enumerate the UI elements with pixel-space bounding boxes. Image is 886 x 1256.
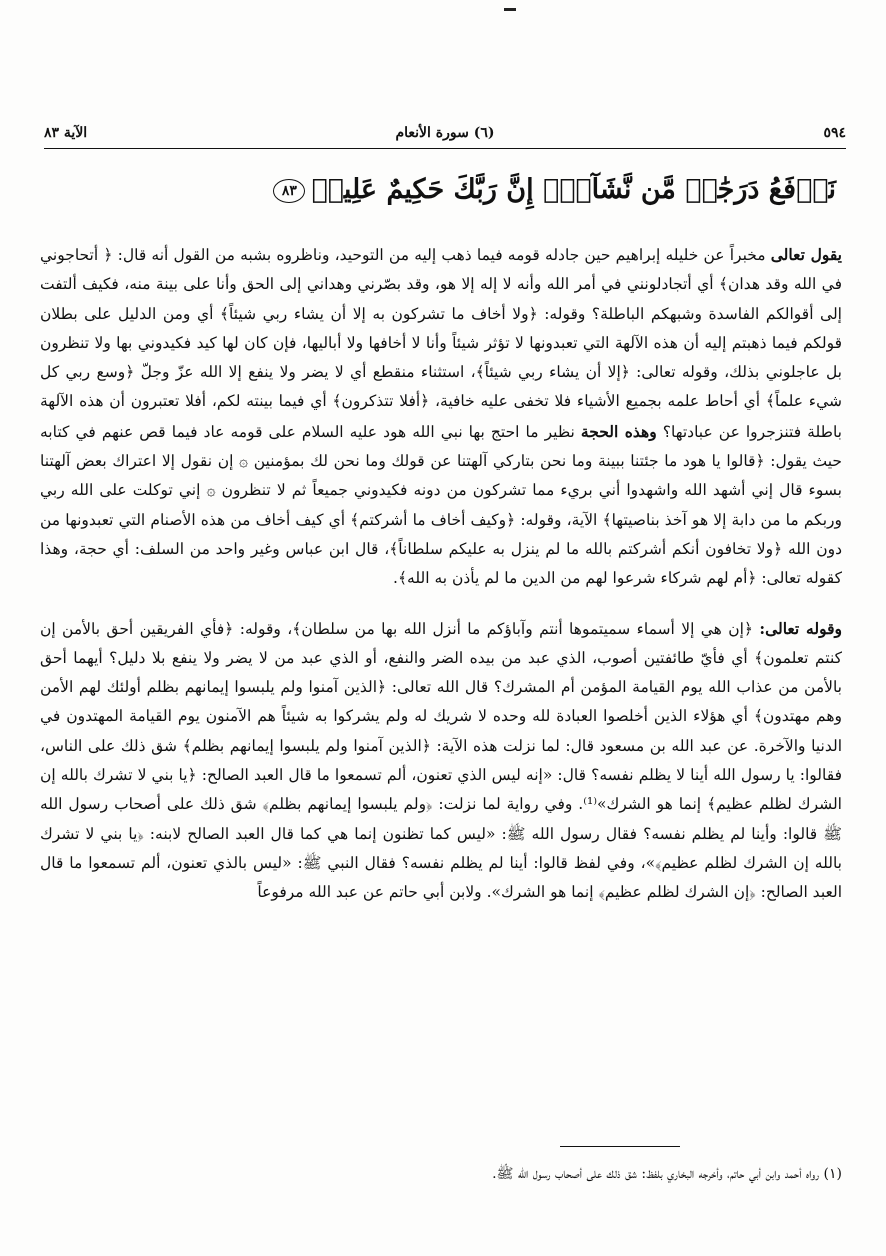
paragraph-2-lead: وقوله تعالى:	[759, 618, 842, 638]
ayah-label: الآية ٨٣	[44, 125, 88, 141]
footnote: (١) رواه أحمد وابن أبي حاتم، وأخرجه البخاري بلفظ: شق ذلك على أصحاب رسول الله ﷺ.	[492, 1166, 842, 1182]
surah-title: (٦) سورة الأنعام	[395, 125, 495, 141]
page-number: ٥٩٤	[823, 125, 846, 141]
paragraph-1-lead: يقول تعالى	[770, 245, 842, 264]
running-header	[44, 122, 846, 144]
paragraph-2-text: ﴿إن هي إلا أسماء سميتموها أنتم وآباؤكم ما أنزل الله بها من سلطان﴾، وقوله: ﴿فأي الفريقين أحق بالأمن إن كنتم تعلمون﴾ أي فأيّ طائفتين أصوب، الذي عبد من بيده الضر والنفع، أو الذي عبد من لا يضر ولا ينفع بلا دليل؟ أيهما أحق بالأمن من عذاب الله يوم القيامة المؤمن أم المشرك؟ قال الله تعالى: ﴿الذين آمنوا ولم يلبسوا إيمانهم بظلم أولئك لهم الأمن وهم مهتدون﴾ أي هؤلاء الذين أخلصوا العبادة لله وحده لا شريك له ولم يشركوا به شيئاً هم الآمنون يوم القيامة المهتدون في الدنيا والآخرة. عن عبد الله بن مسعود قال: لما نزلت هذه الآية: ﴿الذين آمنوا ولم يلبسوا إيمانهم بظلم﴾ شق ذلك على الناس، فقالوا: يا رسول الله أينا لا يظلم نفسه؟ قال: «إنه ليس الذي تعنون، ألم تسمعوا ما قال العبد الصالح: ﴿يا بني لا تشرك بالله إن الشرك لظلم عظيم﴾ إنما هو الشرك»⁽¹⁾. وفي رواية لما نزلت: ﴿ولم يلبسوا إيمانهم بظلم﴾ شق ذلك على أصحاب رسول الله ﷺ قالوا: وأينا لم يظلم نفسه؟ فقال رسول الله ﷺ: «ليس كما تظنون إنما هي كما قال العبد الصالح لابنه: ﴿يا بني لا تشرك بالله إن الشرك لظلم عظيم﴾»، وفي لفظ قالوا: أينا لم يظلم نفسه؟ فقال النبي ﷺ: «ليس بالذي تعنون، ألم تسمعوا ما قال العبد الصالح: ﴿إن الشرك لظلم عظيم﴾ إنما هو الشرك». ولابن أبي حاتم عن عبد الله مرفوعاً	[40, 619, 842, 902]
verse-text: نَرۡفَعُ دَرَجَٰتٖ مَّن نَّشَآءُۗ إِنَّ رَبَّكَ حَكِيمٌ عَلِيمٞ	[311, 174, 836, 205]
paragraph-2	[40, 614, 842, 908]
paragraph-1	[40, 240, 842, 594]
commentary-body	[40, 240, 842, 908]
verse-number-medallion: ٨٣	[273, 179, 305, 203]
paragraph-gap	[40, 594, 842, 614]
paragraph-1-lead-2: وهذه الحجة	[580, 421, 657, 441]
paragraph-1-text-a: مخبراً عن خليله إبراهيم حين جادله قومه فيما ذهب إليه من التوحيد، وناظروه بشبه من القول أنه قال: ﴿ أتحاجوني في الله وقد هدان﴾ أي أتجادلونني في أمر الله وأنه لا إله إلا هو، وقد بصّرني وهداني إلى الحق وأنا على بينة منه، فكيف ألتفت إلى أقوالكم الفاسدة وشبهكم الباطلة؟ وقوله: ﴿ولا أخاف ما تشركون به إلا أن يشاء ربي شيئاً﴾ أي ومن الدليل على بطلان قولكم فيما ذهبتم إليه أن هذه الآلهة التي تعبدونها لا تؤثر شيئاً وأنا لا أخافها ولا أباليها، فإن كان لها كيد فكيدوني بها ولا تنظرون بل عاجلوني بذلك، وقوله تعالى: ﴿إلا أن يشاء ربي شيئاً﴾، استثناء منقطع أي لا يضر ولا ينفع إلا الله عزّ وجلّ ﴿وسع ربي كل شيء علماً﴾ أي أحاط علمه بجميع الأشياء فلا تخفى عليه خافية، ﴿أفلا تتذكرون﴾ أي فيما بينته لكم، أفلا تعتبرون أن هذه الآلهة باطلة فتنزجروا عن عبادتها؟	[40, 246, 842, 441]
quran-verse	[281, 160, 836, 220]
footnote-rule	[560, 1146, 680, 1147]
header-rule	[44, 148, 846, 149]
scan-mark	[504, 8, 516, 11]
paragraph-1-text-b: نظير ما احتج بها نبي الله هود عليه السلام على قومه عاد فيما قص عنهم في كتابه حيث يقول: ﴿قالوا يا هود ما جئتنا ببينة وما نحن بتاركي آلهتنا عن قولك وما نحن لك بمؤمنين ۞ إن نقول إلا اعتراك بعض آلهتنا بسوء قال إني أشهد الله واشهدوا أني بريء مما تشركون من دونه فكيدوني جميعاً ثم لا تنظرون ۞ إني توكلت على الله ربي وربكم ما من دابة إلا هو آخذ بناصيتها﴾ الآية، وقوله: ﴿وكيف أخاف ما أشركتم﴾ أي كيف أخاف من هذه الأصنام التي تعبدونها من دون الله ﴿ولا تخافون أنكم أشركتم بالله ما لم ينزل به عليكم سلطاناً﴾، قال ابن عباس وغير واحد من السلف: أي حجة، وهذا كقوله تعالى: ﴿أم لهم شركاء شرعوا لهم من الدين ما لم يأذن به الله﴾.	[40, 422, 842, 588]
